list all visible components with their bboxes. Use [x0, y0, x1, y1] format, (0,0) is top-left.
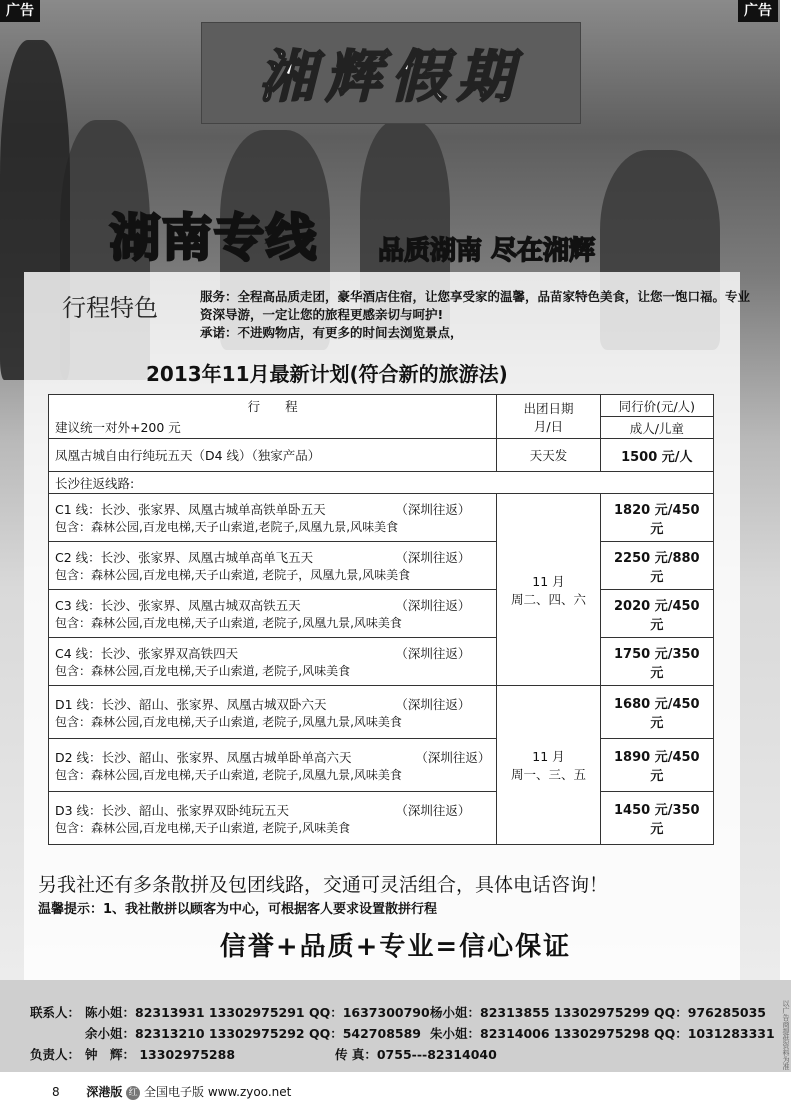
- features-title: 行程特色: [62, 294, 158, 322]
- header-date: [497, 395, 600, 439]
- route-price: 2020 元/450 元: [600, 590, 713, 638]
- header-price: 同行价(元/人): [600, 395, 713, 417]
- route-tag: （深圳往返）: [395, 646, 471, 661]
- header-date-label: 出团日期: [523, 400, 574, 416]
- route-price: 1890 元/450 元: [600, 739, 713, 792]
- routes-table: [48, 394, 714, 845]
- fenghuang-date: 天天发: [497, 439, 600, 472]
- site-link[interactable]: 全国电子版 www.zyoo.net: [144, 1085, 292, 1099]
- route-tag: （深圳往返）: [395, 598, 471, 613]
- edition-label: 深港版: [86, 1085, 123, 1099]
- route-includes: 包含：森林公园,百龙电梯,天子山索道, 老院子,凤凰九景,风味美食: [55, 767, 402, 782]
- edition-badge: 红: [126, 1086, 140, 1100]
- route-name: D3 线：长沙、韶山、张家界双卧纯玩五天: [55, 802, 290, 818]
- route-name: D2 线：长沙、韶山、张家界、凤凰古城单卧单高六天: [55, 749, 352, 765]
- fenghuang-route: 凤凰古城自由行纯玩五天（D4 线）（独家产品）: [49, 439, 497, 472]
- manager: 钟 辉： 13302975288: [85, 1047, 236, 1062]
- contact-label: 联系人：: [30, 1005, 81, 1020]
- route-price: 1680 元/450 元: [600, 686, 713, 739]
- route-name: C2 线：长沙、张家界、凤凰古城单高单飞五天: [55, 550, 314, 565]
- service-text: 全程高品质走团，豪华酒店住宿，让您享受家的温馨，品苗家特色美食，让您一饱口福。专业资深导游，一定让您的旅程更感亲切与呵护!: [200, 289, 751, 322]
- table-row: [49, 638, 714, 686]
- route-tag: （深圳往返）: [395, 696, 471, 712]
- route-price: 1450 元/350 元: [600, 792, 713, 845]
- route-includes: 包含：森林公园,百龙电梯,天子山索道, 老院子,凤凰九景,风味美食: [55, 714, 402, 729]
- route-name: C1 线：长沙、张家界、凤凰古城单高铁单卧五天: [55, 502, 326, 517]
- route-tag: （深圳往返）: [415, 749, 491, 765]
- table-row: [49, 494, 714, 542]
- motto: 信誉+品质+专业=信心保证: [219, 932, 572, 962]
- manager-label: 负责人：: [30, 1047, 81, 1062]
- promise-text: 不进购物店，有更多的时间去浏览景点，: [237, 325, 463, 340]
- table-row: [49, 686, 714, 739]
- route-price: 1820 元/450 元: [600, 494, 713, 542]
- route-includes: 包含：森林公园,百龙电梯,天子山索道,老院子,凤凰九景,风味美食: [55, 520, 399, 534]
- header-route: 行 程: [49, 395, 497, 417]
- service-label: 服务：: [200, 289, 238, 304]
- header-price-sub: 成人/儿童: [600, 417, 713, 439]
- more-routes-text: 另我社还有多条散拼及包团线路，交通可灵活组合，具体电话咨询！: [38, 874, 609, 896]
- brand-title: 湘辉假期: [259, 45, 523, 110]
- brand-banner: [201, 22, 581, 124]
- route-name: C4 线：长沙、张家界双高铁四天: [55, 646, 239, 661]
- headline: 湖南专线: [110, 209, 318, 267]
- side-note: 以广告商提供资料为准: [782, 1000, 790, 1070]
- changsha-label: 长沙往返线路:: [49, 472, 714, 494]
- footer: [52, 1083, 291, 1100]
- contact-yu: 余小姐：82313210 13302975292 QQ：542708589: [85, 1026, 421, 1041]
- table-row: [49, 542, 714, 590]
- fenghuang-price: 1500 元/人: [600, 439, 713, 472]
- tip-text: 温馨提示：1、我社散拼以顾客为中心，可根据客人要求设置散拼行程: [38, 902, 438, 917]
- features-text: [200, 288, 760, 342]
- table-row: [49, 739, 714, 792]
- fax: 传 真：0755---82314040: [335, 1047, 497, 1062]
- table-row: [49, 792, 714, 845]
- route-tag: （深圳往返）: [395, 802, 471, 818]
- slogan: 品质湖南 尽在湘辉: [378, 236, 596, 266]
- group2-days: 周一、三、五: [510, 767, 586, 782]
- header-date-sub: 月/日: [533, 418, 564, 434]
- contact-chen: 陈小姐：82313931 13302975291 QQ：1637300790: [85, 1005, 430, 1020]
- route-tag: （深圳往返）: [395, 502, 471, 517]
- contact-zhu: 朱小姐：82314006 13302975298 QQ：1031283331: [430, 1026, 775, 1041]
- route-tag: （深圳往返）: [395, 550, 471, 565]
- group2-month: 11 月: [532, 749, 565, 764]
- contact-yang: 杨小姐：82313855 13302975299 QQ：976285035: [430, 1005, 766, 1020]
- table-row: [49, 590, 714, 638]
- promise-label: 承诺：: [200, 325, 238, 340]
- route-price: 2250 元/880 元: [600, 542, 713, 590]
- route-includes: 包含：森林公园,百龙电梯,天子山索道, 老院子,风味美食: [55, 664, 351, 678]
- route-name: C3 线：长沙、张家界、凤凰古城双高铁五天: [55, 598, 301, 613]
- ad-label-right: 广告: [738, 0, 778, 22]
- route-includes: 包含：森林公园,百龙电梯,天子山索道, 老院子，凤凰九景,风味美食: [55, 568, 411, 582]
- route-includes: 包含：森林公园,百龙电梯,天子山索道, 老院子,凤凰九景,风味美食: [55, 616, 402, 630]
- promise-line: [200, 324, 760, 342]
- header-note: 建议统一对外+200 元: [49, 417, 497, 439]
- service-line: [200, 288, 760, 324]
- route-includes: 包含：森林公园,百龙电梯,天子山索道, 老院子,风味美食: [55, 820, 351, 835]
- group1-days: 周二、四、六: [510, 591, 586, 607]
- group2-date: [497, 686, 600, 845]
- route-name: D1 线：长沙、韶山、张家界、凤凰古城双卧六天: [55, 696, 327, 712]
- route-price: 1750 元/350 元: [600, 638, 713, 686]
- plan-title: 2013年11月最新计划(符合新的旅游法): [146, 362, 508, 386]
- page-number: 8: [52, 1085, 60, 1099]
- group1-month: 11 月: [532, 573, 565, 589]
- ad-label-left: 广告: [0, 0, 40, 22]
- group1-date: [497, 494, 600, 686]
